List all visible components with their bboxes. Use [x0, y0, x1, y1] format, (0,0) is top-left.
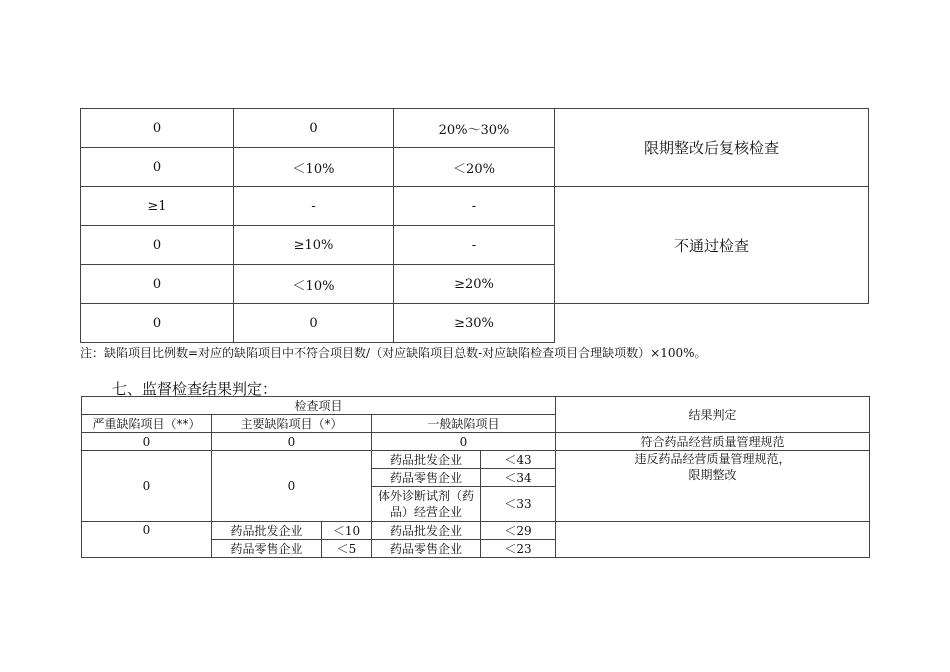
table-cell: 0: [212, 433, 372, 451]
inspection-result-table: [81, 396, 870, 558]
table-cell: ≥20%: [394, 265, 555, 304]
table-cell: 0: [82, 451, 212, 522]
table-cell: ≥1: [81, 187, 234, 226]
table-cell: ≥10%: [234, 226, 394, 265]
table-cell: ＜20%: [394, 148, 555, 187]
empty-cell: [555, 304, 869, 343]
table-cell: -: [234, 187, 394, 226]
table-cell: ≥30%: [394, 304, 555, 343]
table-cell: 药品零售企业: [372, 469, 481, 487]
section-heading: 七、监督检查结果判定：: [112, 380, 278, 398]
table-row: [81, 187, 869, 226]
table-cell: 20%～30%: [394, 109, 555, 148]
table-cell: ＜33: [481, 487, 556, 522]
table-cell: 药品零售企业: [372, 540, 481, 558]
result-violation-line1: 违反药品经营质量管理规范，: [634, 452, 791, 466]
empty-result-cell: [556, 522, 870, 558]
header-check-items: 检查项目: [82, 397, 556, 415]
table-cell: 0: [81, 265, 234, 304]
table-row: [81, 304, 869, 343]
col-serious-defects: 严重缺陷项目（**）: [82, 415, 212, 433]
table-cell: 药品批发企业: [212, 522, 322, 540]
table-cell: ＜5: [322, 540, 372, 558]
result-violation-cell: [556, 451, 870, 522]
table-cell: -: [394, 226, 555, 265]
header-result: 结果判定: [556, 397, 870, 433]
table-cell: ＜10: [322, 522, 372, 540]
table-cell: 0: [81, 226, 234, 265]
table-cell: ＜43: [481, 451, 556, 469]
table-cell: 0: [234, 304, 394, 343]
table-cell: ＜29: [481, 522, 556, 540]
table-cell: ＜10%: [234, 265, 394, 304]
table-row: [82, 451, 870, 469]
col-general-defects: 一般缺陷项目: [372, 415, 556, 433]
table-cell: 0: [81, 109, 234, 148]
table-cell: -: [394, 187, 555, 226]
result-reinspect-cell: 限期整改后复核检查: [555, 109, 869, 187]
result-fail-cell: 不通过检查: [555, 187, 869, 304]
table-cell: 药品批发企业: [372, 451, 481, 469]
table-cell: 0: [82, 433, 212, 451]
table-cell: 0: [81, 148, 234, 187]
table-cell: 0: [81, 304, 234, 343]
table-cell: ＜10%: [234, 148, 394, 187]
table-cell: 0: [372, 433, 556, 451]
table-cell: 0: [82, 522, 212, 558]
result-compliant: 符合药品经营质量管理规范: [556, 433, 870, 451]
table-row: [82, 522, 870, 540]
table-cell: 0: [234, 109, 394, 148]
table-cell: 药品零售企业: [212, 540, 322, 558]
table-cell: ＜34: [481, 469, 556, 487]
table-header-row: [82, 397, 870, 415]
table-cell: 0: [212, 451, 372, 522]
table-row: [81, 109, 869, 148]
col-major-defects: 主要缺陷项目（*）: [212, 415, 372, 433]
result-violation-line2: 限期整改: [688, 468, 737, 482]
table-row: [82, 433, 870, 451]
defect-ratio-table: [80, 108, 869, 343]
table-cell: 药品批发企业: [372, 522, 481, 540]
table-cell: ＜23: [481, 540, 556, 558]
table-note: 注：缺陷项目比例数=对应的缺陷项目中不符合项目数/（对应缺陷项目总数-对应缺陷检查项目合理缺项数）×100%。: [80, 346, 707, 360]
table-cell: 体外诊断试剂（药品）经营企业: [372, 487, 481, 522]
